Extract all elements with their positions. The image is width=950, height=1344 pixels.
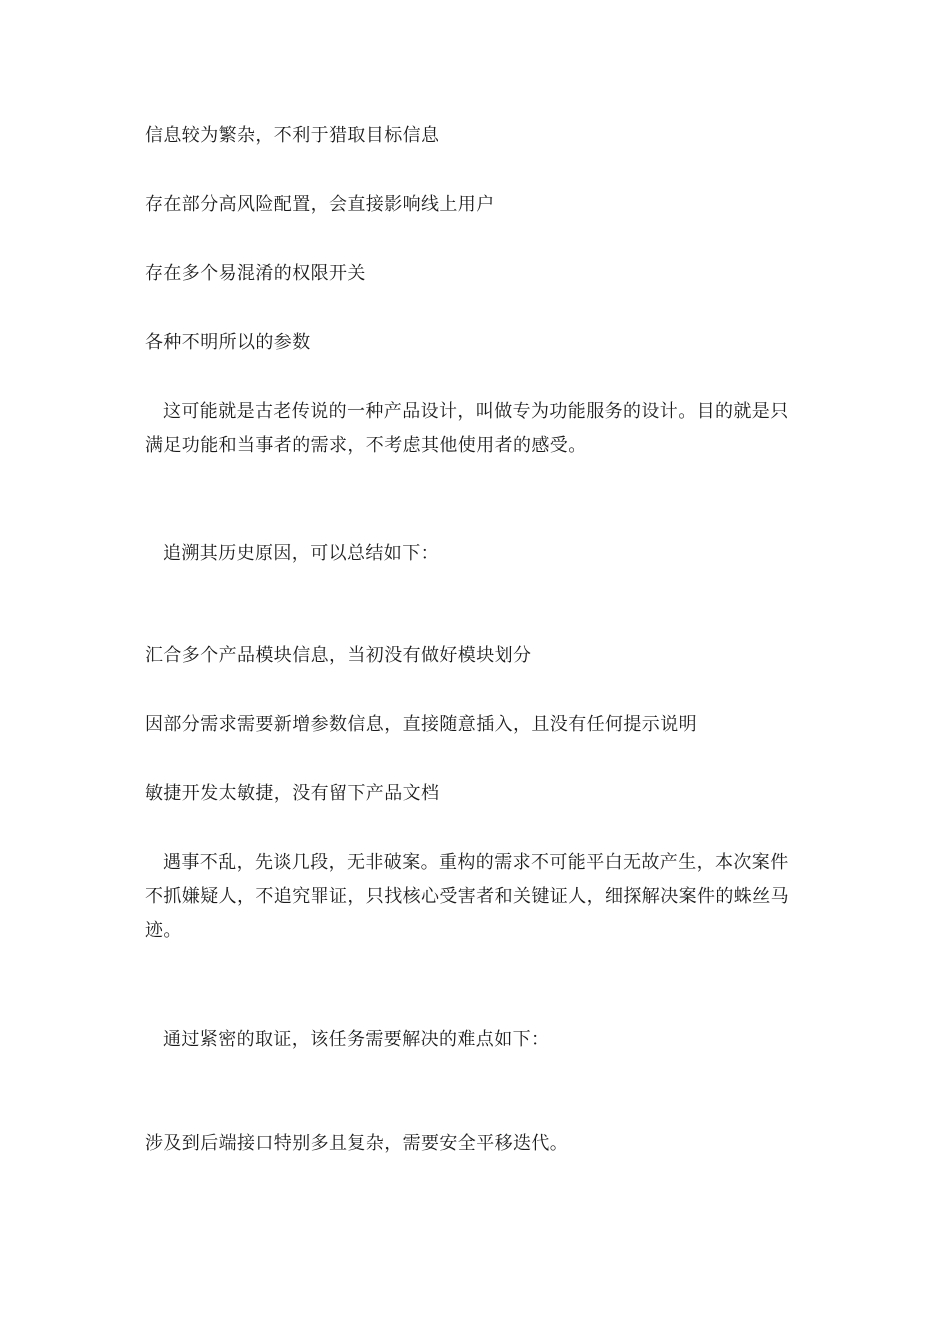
list-item: 各种不明所以的参数 xyxy=(145,332,311,353)
list-item: 因部分需求需要新增参数信息，直接随意插入，且没有任何提示说明 xyxy=(145,714,697,735)
paragraph: 通过紧密的取证，该任务需要解决的难点如下： xyxy=(163,1029,550,1050)
list-item: 存在部分高风险配置，会直接影响线上用户 xyxy=(145,194,495,215)
list-item: 敏捷开发太敏捷，没有留下产品文档 xyxy=(145,783,440,804)
paragraph: 遇事不乱，先谈几段，无非破案。重构的需求不可能平白无故产生，本次案件不抓嫌疑人，不追究罪证，只找核心受害者和关键证人，细探解决案件的蛛丝马迹。 xyxy=(145,852,789,941)
list-item: 涉及到后端接口特别多且复杂，需要安全平移迭代。 xyxy=(145,1133,569,1154)
paragraph: 追溯其历史原因，可以总结如下： xyxy=(163,543,439,564)
list-item: 汇合多个产品模块信息，当初没有做好模块划分 xyxy=(145,645,532,666)
list-item: 存在多个易混淆的权限开关 xyxy=(145,263,366,284)
paragraph: 这可能就是古老传说的一种产品设计，叫做专为功能服务的设计。目的就是只满足功能和当事者的需求，不考虑其他使用者的感受。 xyxy=(145,401,789,456)
list-item: 信息较为繁杂，不利于猎取目标信息 xyxy=(145,125,440,146)
